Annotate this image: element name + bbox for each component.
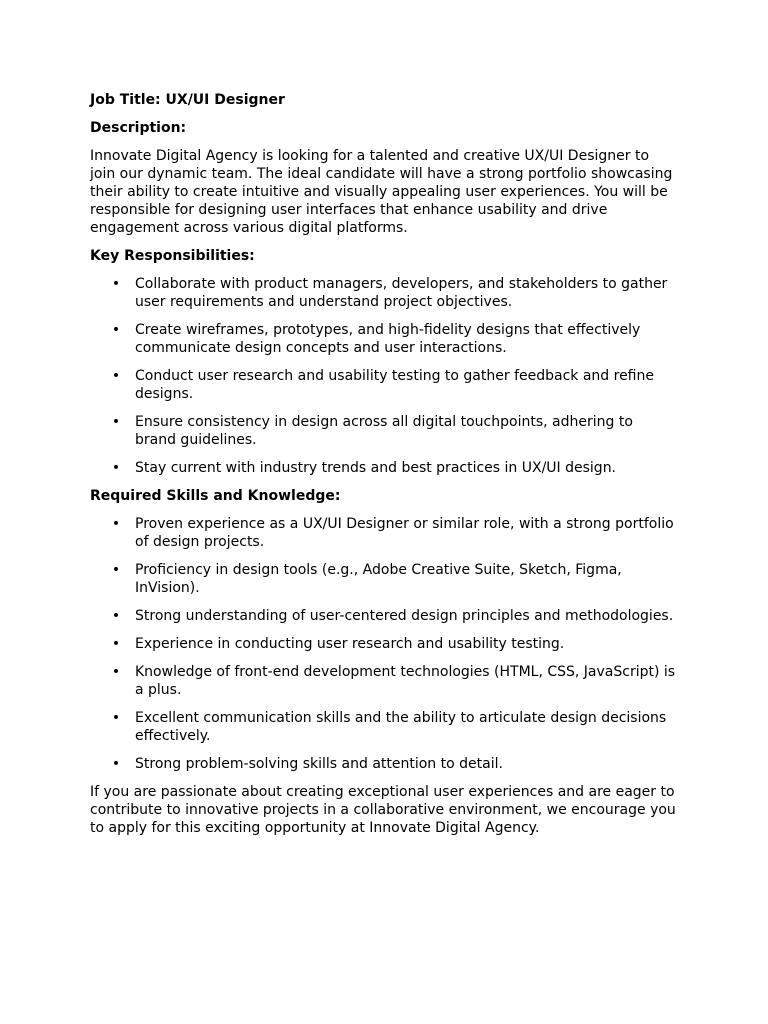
bullet-icon: • — [111, 516, 121, 532]
list-item — [90, 755, 678, 773]
bullet-icon: • — [111, 608, 121, 624]
bullet-icon: • — [111, 368, 121, 384]
list-item — [90, 663, 678, 699]
list-item — [90, 321, 678, 357]
list-item-text: Stay current with industry trends and best practices in UX/UI design. — [135, 460, 617, 476]
list-item-text: Collaborate with product managers, developers, and stakeholders to gather user requirements and understand project objectives. — [135, 276, 668, 310]
list-item-text: Proven experience as a UX/UI Designer or similar role, with a strong portfolio of design projects. — [135, 516, 674, 550]
bullet-icon: • — [111, 636, 121, 652]
list-item-text: Ensure consistency in design across all digital touchpoints, adhering to brand guidelines. — [135, 414, 633, 448]
list-item — [90, 459, 678, 477]
job-title: Job Title: UX/UI Designer — [90, 92, 285, 108]
list-item — [90, 275, 678, 311]
bullet-icon: • — [111, 276, 121, 292]
list-item-text: Create wireframes, prototypes, and high-fidelity designs that effectively communicate design concepts and user interactions. — [135, 322, 641, 356]
bullet-icon: • — [111, 414, 121, 430]
list-item — [90, 709, 678, 745]
list-item — [90, 561, 678, 597]
skills-list — [90, 515, 678, 773]
list-item-text: Conduct user research and usability testing to gather feedback and refine designs. — [135, 368, 654, 402]
bullet-icon: • — [111, 710, 121, 726]
bullet-icon: • — [111, 664, 121, 680]
responsibilities-heading: Key Responsibilities: — [90, 248, 255, 264]
list-item — [90, 515, 678, 551]
bullet-icon: • — [111, 322, 121, 338]
list-item — [90, 635, 678, 653]
list-item-text: Excellent communication skills and the ability to articulate design decisions effectively. — [135, 710, 667, 744]
skills-heading: Required Skills and Knowledge: — [90, 488, 341, 504]
list-item-text: Experience in conducting user research and usability testing. — [135, 636, 565, 652]
list-item-text: Proficiency in design tools (e.g., Adobe Creative Suite, Sketch, Figma, InVision). — [135, 562, 622, 596]
description-paragraph: Innovate Digital Agency is looking for a talented and creative UX/UI Designer to join our dynamic team. The ideal candidate will have a strong portfolio showcasing their ability to create intuitive and visually appealing user experiences. You will be responsible for designing user interfaces that enhance usability and drive engagement across various digital platforms. — [90, 148, 673, 236]
list-item — [90, 367, 678, 403]
description-heading: Description: — [90, 120, 187, 136]
bullet-icon: • — [111, 756, 121, 772]
responsibilities-list — [90, 275, 678, 477]
list-item-text: Strong understanding of user-centered design principles and methodologies. — [135, 608, 674, 624]
list-item-text: Knowledge of front-end development technologies (HTML, CSS, JavaScript) is a plus. — [135, 664, 676, 698]
bullet-icon: • — [111, 460, 121, 476]
closing-paragraph: If you are passionate about creating exceptional user experiences and are eager to contribute to innovative projects in a collaborative environment, we encourage you to apply for this exciting opportunity at Innovate Digital Agency. — [90, 784, 676, 836]
list-item — [90, 607, 678, 625]
list-item-text: Strong problem-solving skills and attention to detail. — [135, 756, 503, 772]
bullet-icon: • — [111, 562, 121, 578]
list-item — [90, 413, 678, 449]
